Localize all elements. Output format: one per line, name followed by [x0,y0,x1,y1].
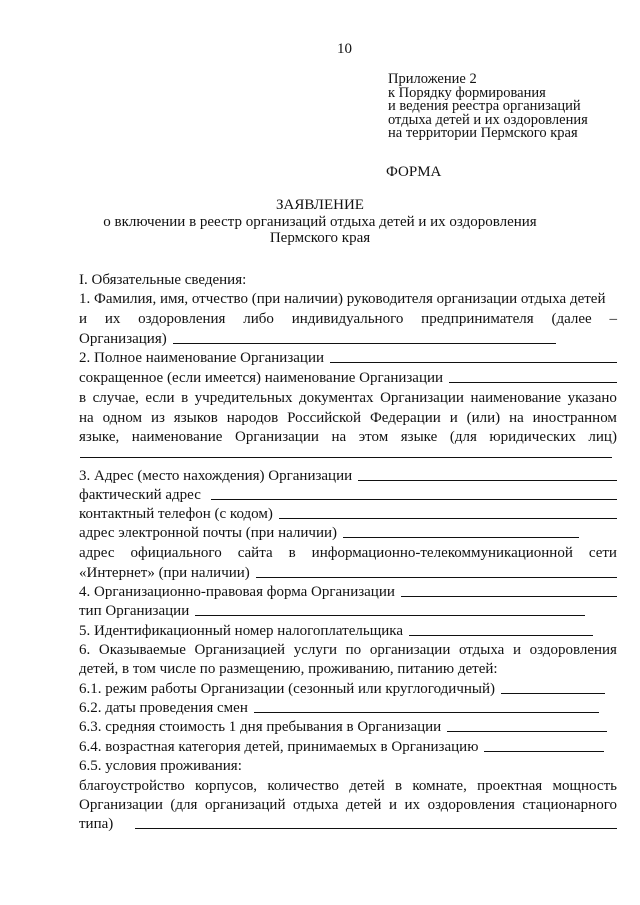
field-row: 6.2. даты проведения смен [79,699,617,717]
fill-in-line[interactable] [409,635,593,636]
field-row: детей, в том числе по размещению, проживанию, питанию детей: [79,661,498,677]
field-row: тип Организации [79,602,617,620]
field-row: и их оздоровления либо индивидуального предпринимателя (далее – [79,311,617,327]
fill-in-line[interactable] [330,362,617,363]
document-subtitle: Пермского края [269,230,371,246]
field-row: в случае, если в учредительных документах Организации наименование указано [79,390,617,406]
page-number: 10 [337,41,352,57]
field-row: контактный телефон (с кодом) [79,505,617,523]
fill-in-line[interactable] [401,596,617,597]
fill-in-line[interactable] [343,537,579,538]
fill-in-line[interactable] [211,499,617,500]
fill-in-line[interactable] [484,751,604,752]
appendix-line: и ведения реестра организаций [388,98,581,114]
fill-in-line[interactable] [135,828,617,829]
field-row: Организация) [79,330,617,348]
field-row: сокращенное (если имеется) наименование Организации [79,369,617,387]
field-row: 1. Фамилия, имя, отчество (при наличии) руководителя организации отдыха детей [79,291,606,307]
fill-in-line[interactable] [358,480,617,481]
fill-in-line[interactable] [173,343,556,344]
field-row: 3. Адрес (место нахождения) Организации [79,467,617,485]
field-row: 6.3. средняя стоимость 1 дня пребывания в Организации [79,718,617,736]
fill-in-line[interactable] [254,712,599,713]
field-row: на одном из языков народов Российской Федерации и (или) на иностранном [79,410,617,426]
field-row: 6.5. условия проживания: [79,758,242,774]
fill-in-line[interactable] [449,382,617,383]
field-row: адрес официального сайта в информационно-телекоммуникационной сети [79,545,617,561]
section-heading: I. Обязательные сведения: [79,272,247,288]
fill-in-line[interactable] [80,457,612,458]
field-row: языке, наименование Организации на этом языке (для юридических лиц) [79,429,617,445]
form-label: ФОРМА [386,164,442,180]
field-row: 6. Оказываемые Организацией услуги по организации отдыха и оздоровления [79,642,617,658]
appendix-line: Приложение 2 [388,71,477,87]
fill-in-line[interactable] [501,693,605,694]
fill-in-line[interactable] [447,731,607,732]
document-subtitle: о включении в реестр организаций отдыха детей и их оздоровления [103,214,537,230]
field-row: фактический адрес [79,486,617,504]
document-title: ЗАЯВЛЕНИЕ [276,197,364,213]
fill-in-line[interactable] [195,615,585,616]
field-row: Организации (для организаций отдыха детей и их оздоровления стационарного [79,797,617,813]
field-row: 5. Идентификационный номер налогоплательщика [79,622,617,640]
fill-in-line[interactable] [279,518,617,519]
appendix-line: отдыха детей и их оздоровления [388,111,588,128]
field-row: 4. Организационно-правовая форма Организации [79,583,617,601]
field-row: адрес электронной почты (при наличии) [79,524,617,542]
field-row: 2. Полное наименование Организации [79,349,617,367]
field-row: 6.4. возрастная категория детей, принимаемых в Организацию [79,738,617,756]
appendix-line: к Порядку формирования [388,84,546,101]
field-row: «Интернет» (при наличии) [79,564,617,582]
appendix-line: на территории Пермского края [388,125,578,141]
field-row: благоустройство корпусов, количество детей в комнате, проектная мощность [79,778,617,794]
field-row: типа) [79,815,617,833]
field-row: 6.1. режим работы Организации (сезонный или круглогодичный) [79,680,617,698]
fill-in-line[interactable] [256,577,617,578]
